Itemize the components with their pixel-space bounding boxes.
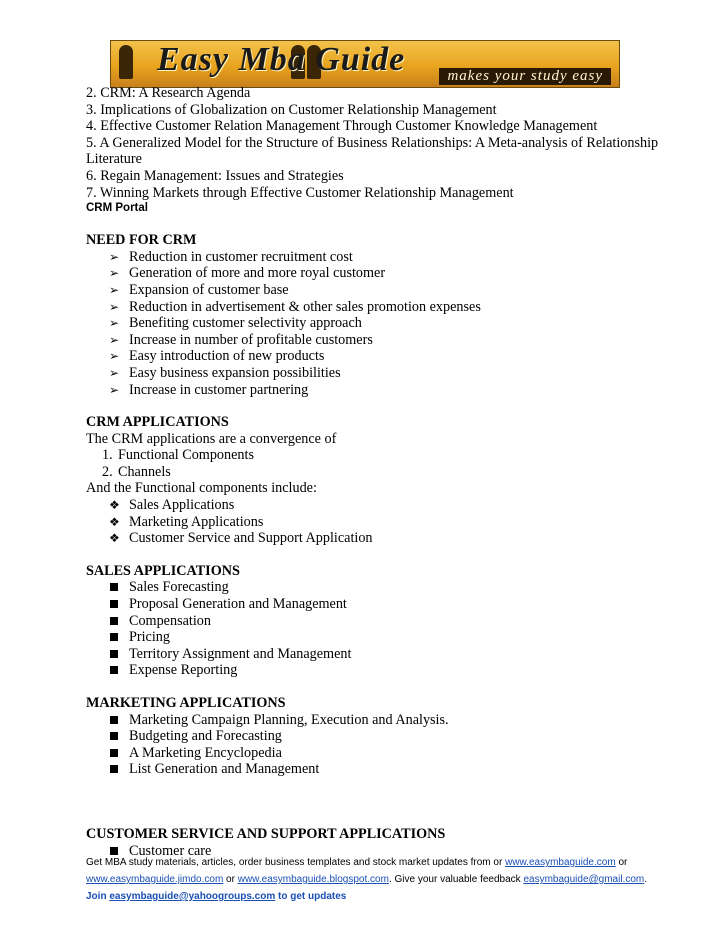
apps-numbered-list — [86, 447, 706, 480]
list-item: ➢ Reduction in advertisement & other sales promotion expenses — [86, 299, 706, 316]
need-list — [86, 249, 706, 398]
list-number: 2. — [102, 463, 113, 480]
intro-item: 7. Winning Markets through Effective Customer Relationship Management — [86, 184, 514, 201]
footer-line — [86, 854, 716, 871]
list-item: ❖ Customer Service and Support Application — [86, 530, 706, 547]
list-item: Pricing — [86, 629, 706, 646]
footer-text: to get updates — [275, 891, 347, 902]
list-item: Proposal Generation and Management — [86, 596, 706, 613]
document-body — [86, 85, 706, 859]
list-item: List Generation and Management — [86, 761, 706, 778]
functional-list — [86, 497, 706, 547]
marketing-list — [86, 712, 706, 778]
list-item: ➢ Expansion of customer base — [86, 282, 706, 299]
list-item: Compensation — [86, 613, 706, 630]
jimdo-link[interactable]: www.easymbaguide.jimdo.com — [86, 874, 224, 885]
intro-item: 6. Regain Management: Issues and Strategies — [86, 167, 344, 184]
list-item: ➢ Benefiting customer selectivity approach — [86, 315, 706, 332]
list-item: Marketing Campaign Planning, Execution and Analysis. — [86, 712, 706, 729]
list-item: ➢ Generation of more and more royal customer — [86, 265, 706, 282]
email-link[interactable]: easymbaguide@gmail.com — [523, 874, 645, 885]
apps-intro: The CRM applications are a convergence of — [86, 430, 337, 447]
blogspot-link[interactable]: www.easymbaguide.blogspot.com — [237, 874, 389, 885]
list-item: Territory Assignment and Management — [86, 646, 706, 663]
list-item: ➢ Increase in customer partnering — [86, 382, 706, 399]
list-item: Sales Forecasting — [86, 579, 706, 596]
list-item: Budgeting and Forecasting — [86, 728, 706, 745]
sales-list — [86, 579, 706, 679]
list-item: ❖ Sales Applications — [86, 497, 706, 514]
section-heading-service: CUSTOMER SERVICE AND SUPPORT APPLICATIONS — [86, 825, 446, 842]
list-number: 1. — [102, 447, 113, 464]
section-heading-need: NEED FOR CRM — [86, 232, 197, 249]
list-item — [86, 464, 706, 481]
intro-item: 3. Implications of Globalization on Customer Relationship Management — [86, 101, 497, 118]
section-heading-marketing: MARKETING APPLICATIONS — [86, 695, 286, 711]
intro-item: 5. A Generalized Model for the Structure of Business Relationships: A Meta-analysis of Relationship Literature — [86, 134, 659, 168]
website-link[interactable]: www.easymbaguide.com — [505, 857, 616, 868]
portal-label: CRM Portal — [86, 202, 148, 215]
section-heading-sales: SALES APPLICATIONS — [86, 562, 240, 579]
intro-item: 2. CRM: A Research Agenda — [86, 85, 251, 101]
footer-line — [86, 888, 716, 905]
section-heading-apps: CRM APPLICATIONS — [86, 414, 229, 431]
list-item: ➢ Easy business expansion possibilities — [86, 365, 706, 382]
graduate-figure-icon — [119, 45, 133, 79]
footer-text: Get MBA study materials, articles, order business templates and stock market updates from or — [86, 857, 506, 868]
footer-text: . — [644, 874, 648, 885]
intro-item: 4. Effective Customer Relation Management Through Customer Knowledge Management — [86, 118, 598, 135]
yahoogroups-link[interactable]: easymbaguide@yahoogroups.com — [109, 891, 276, 902]
footer-text: or — [223, 874, 238, 885]
footer-line — [86, 871, 716, 888]
footer-text: or — [615, 857, 628, 868]
brand-logo: Easy Mba Guide — [157, 41, 406, 78]
header-banner — [110, 40, 620, 88]
list-text: Functional Components — [118, 447, 254, 464]
footer-text: . Give your valuable feedback — [388, 874, 524, 885]
list-item: Expense Reporting — [86, 662, 706, 679]
list-item: ➢ Reduction in customer recruitment cost — [86, 249, 706, 266]
list-item: A Marketing Encyclopedia — [86, 745, 706, 762]
list-item: Customer care — [86, 843, 706, 860]
page-footer — [86, 854, 716, 905]
footer-text: Join — [86, 891, 110, 902]
list-item: ➢ Increase in number of profitable customers — [86, 332, 706, 349]
list-item: ❖ Marketing Applications — [86, 514, 706, 531]
list-item — [86, 447, 706, 464]
functional-intro: And the Functional components include: — [86, 480, 317, 497]
tagline: makes your study easy — [439, 68, 611, 85]
list-text: Channels — [118, 463, 171, 480]
list-item: ➢ Easy introduction of new products — [86, 348, 706, 365]
